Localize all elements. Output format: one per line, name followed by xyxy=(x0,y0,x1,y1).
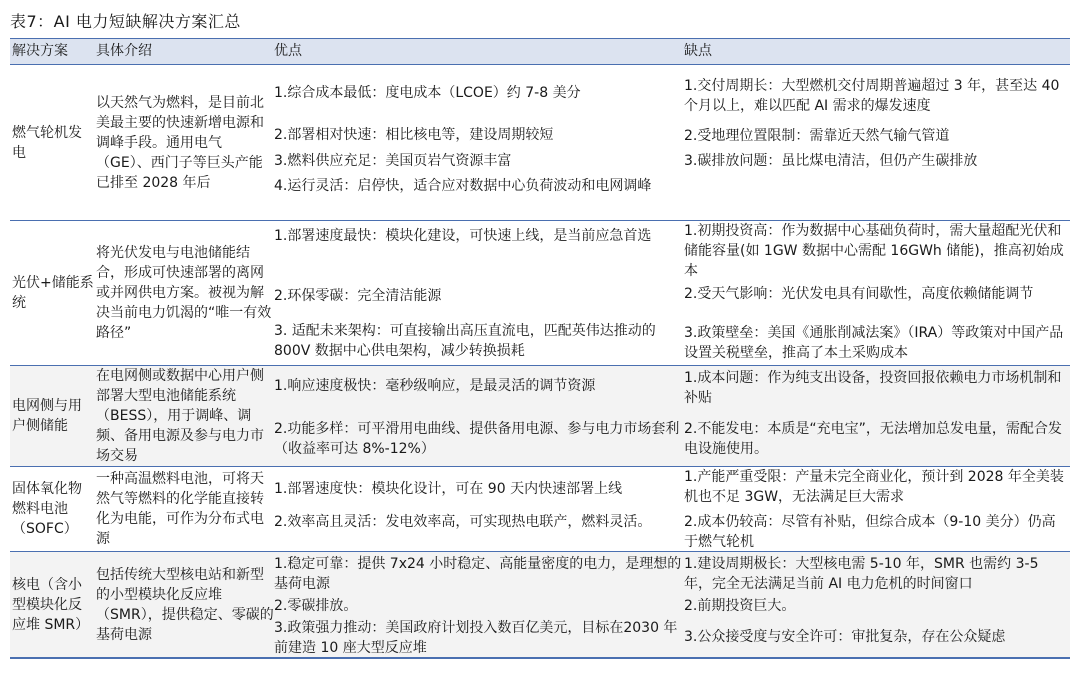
pro-item: 2.效率高且灵活：发电效率高，可实现热电联产，燃料灵活。 xyxy=(274,514,652,530)
solution-pros xyxy=(274,552,684,657)
pro-item: 3.政策强力推动：美国政府计划投入数百亿美元，目标在2030 年前建造 10 座大型反应堆 xyxy=(274,620,678,656)
header-intro: 具体介绍 xyxy=(96,43,152,59)
table-row xyxy=(10,467,1070,551)
pro-item: 2.零碳排放。 xyxy=(274,598,358,614)
con-item: 1.交付周期长：大型燃机交付周期普遍超过 3 年，甚至达 40 个月以上，难以匹配 AI 需求的爆发速度 xyxy=(684,78,1060,114)
table-bottom-border xyxy=(10,657,1070,659)
header-pros: 优点 xyxy=(274,43,302,59)
pro-item: 1.响应速度极快：毫秒级响应，是最灵活的调节资源 xyxy=(274,378,596,394)
con-item: 1.初期投资高：作为数据中心基础负荷时，需大量超配光伏和储能容量(如 1GW 数据中心需配 16GWh 储能)，推高初始成本 xyxy=(684,223,1064,279)
pro-item: 2.环保零碳：完全清洁能源 xyxy=(274,288,442,304)
con-item: 1.建设周期极长：大型核电需 5-10 年，SMR 也需约 3-5 年，完全无法满足当前 AI 电力危机的时间窗口 xyxy=(684,556,1039,592)
solution-cons xyxy=(684,366,1068,466)
header-solution: 解决方案 xyxy=(12,43,68,59)
solutions-table xyxy=(10,38,1070,659)
solution-pros xyxy=(274,65,684,220)
header-cons: 缺点 xyxy=(684,43,712,59)
con-item: 1.产能严重受限：产量未完全商业化，预计到 2028 年全美装机也不足 3GW，无法满足巨大需求 xyxy=(684,469,1064,505)
con-item: 2.前期投资巨大。 xyxy=(684,598,796,614)
table-row xyxy=(10,552,1070,657)
table-header xyxy=(10,38,1070,65)
solution-pros xyxy=(274,221,684,365)
solution-intro: 将光伏发电与电池储能结合，形成可快速部署的离网或并网供电方案。被视为解决当前电力饥渴的“唯一有效路径” xyxy=(96,245,272,341)
con-item: 3.碳排放问题：虽比煤电清洁，但仍产生碳排放 xyxy=(684,153,978,169)
pro-item: 3.燃料供应充足：美国页岩气资源丰富 xyxy=(274,153,512,169)
con-item: 2.不能发电：本质是“充电宝”，无法增加总发电量，需配合发电设施使用。 xyxy=(684,421,1062,457)
pro-item: 1.综合成本最低：度电成本（LCOE）约 7-8 美分 xyxy=(274,85,581,101)
pro-item: 1.稳定可靠：提供 7x24 小时稳定、高能量密度的电力，是理想的基荷电源 xyxy=(274,556,682,592)
pro-item: 2.部署相对快速：相比核电等，建设周期较短 xyxy=(274,127,554,143)
pro-item: 1.部署速度最快：模块化建设，可快速上线，是当前应急首选 xyxy=(274,228,652,244)
con-item: 1.成本问题：作为纯支出设备，投资回报依赖电力市场机制和补贴 xyxy=(684,370,1062,406)
pro-item: 4.运行灵活：启停快，适合应对数据中心负荷波动和电网调峰 xyxy=(274,178,652,194)
solution-intro: 以天然气为燃料，是目前北美最主要的快速新增电源和调峰手段。通用电气（GE）、西门子等巨头产能已排至 2028 年后 xyxy=(96,94,264,191)
solution-intro: 在电网侧或数据中心用户侧部署大型电池储能系统（BESS），用于调峰、调频、备用电源及参与电力市场交易 xyxy=(96,368,264,464)
table-row xyxy=(10,221,1070,365)
table-title: 表7：AI 电力短缺解决方案汇总 xyxy=(10,12,241,31)
solution-cons xyxy=(684,552,1068,657)
solution-intro: 一种高温燃料电池，可将天然气等燃料的化学能直接转化为电能，可作为分布式电源 xyxy=(96,471,264,547)
con-item: 2.成本仍较高：尽管有补贴，但综合成本（9-10 美分）仍高于燃气轮机 xyxy=(684,514,1056,550)
solution-pros xyxy=(274,467,684,551)
table-row xyxy=(10,366,1070,466)
table-row xyxy=(10,65,1070,220)
solution-name: 固体氧化物燃料电池（SOFC） xyxy=(12,481,82,537)
con-item: 2.受天气影响：光伏发电具有间歇性，高度依赖储能调节 xyxy=(684,286,1034,302)
con-item: 3.公众接受度与安全许可：审批复杂，存在公众疑虑 xyxy=(684,629,1006,645)
solution-name: 电网侧与用户侧储能 xyxy=(12,398,82,434)
solution-cons xyxy=(684,221,1068,365)
pro-item: 3. 适配未来架构：可直接输出高压直流电，匹配英伟达推动的 800V 数据中心供电架构，减少转换损耗 xyxy=(274,323,656,359)
solution-name: 光伏+储能系统 xyxy=(12,275,94,311)
pro-item: 1.部署速度快：模块化设计，可在 90 天内快速部署上线 xyxy=(274,481,623,497)
solution-pros xyxy=(274,366,684,466)
solution-name: 核电（含小型模块化反应堆 SMR） xyxy=(12,576,90,633)
con-item: 3.政策壁垒：美国《通胀削减法案》（IRA）等政策对中国产品设置关税壁垒，推高了本土采购成本 xyxy=(684,325,1064,361)
solution-cons xyxy=(684,467,1068,551)
solution-intro: 包括传统大型核电站和新型的小型模块化反应堆（SMR），提供稳定、零碳的基荷电源 xyxy=(96,566,274,643)
solution-name: 燃气轮机发电 xyxy=(12,124,82,161)
pro-item: 2.功能多样：可平滑用电曲线、提供备用电源、参与电力市场套利（收益率可达 8%-12%） xyxy=(274,421,680,457)
con-item: 2.受地理位置限制：需靠近天然气输气管道 xyxy=(684,128,950,144)
solution-cons xyxy=(684,65,1068,220)
